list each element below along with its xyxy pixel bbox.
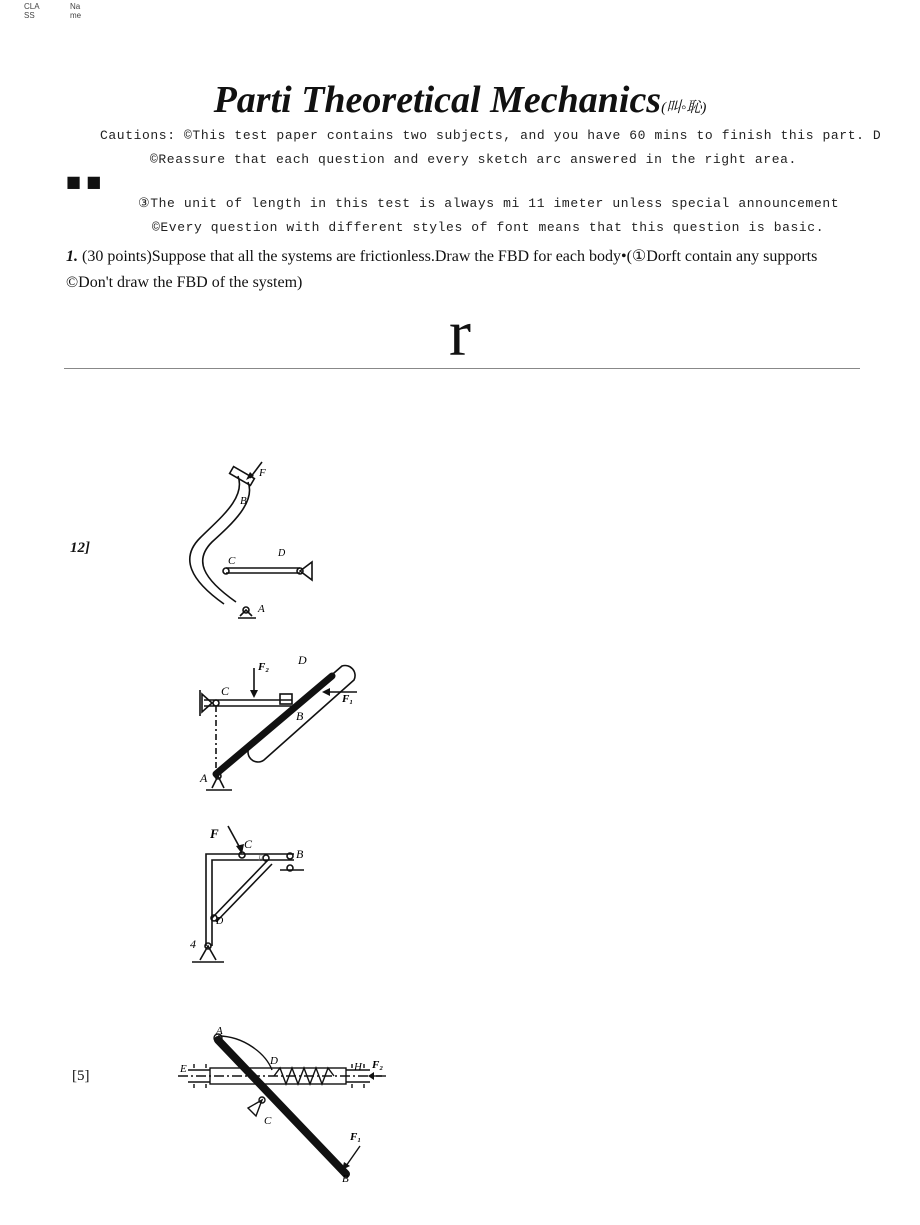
figure-3-label-a: 4 (190, 937, 196, 951)
class-label: CLA SS (24, 2, 40, 20)
title-main: Parti Theoretical Mechanics (213, 79, 662, 121)
figure-1-label-c: C (228, 555, 236, 567)
figure-3-label-d: D (216, 916, 224, 927)
figure-2-label-f2: F₂ (258, 661, 270, 673)
figure-4-number: [5] (72, 1068, 90, 1084)
figure-3-diagram (184, 818, 324, 968)
name-label: Na me (70, 2, 82, 20)
figure-4-label-e: E (180, 1063, 187, 1075)
figure-4-label-c: C (264, 1115, 272, 1127)
caution-line-3: ③The unit of length in this test is always mi 11 imeter unless special announcement (138, 196, 840, 211)
figure-2-label-d: D (298, 653, 307, 667)
caution-line-1: Cautions: ©This test paper contains two subjects, and you have 60 mins to finish this part. D (100, 128, 882, 143)
caution-line-4: ©Every question with different styles of font means that this question is basic. (152, 220, 825, 235)
caution-line-2: ©Reassure that each question and every sketch arc answered in the right area. (150, 152, 797, 167)
figure-2-label-b: B (296, 709, 304, 723)
figure-1-label-d: D (278, 548, 286, 559)
figure-2-diagram (192, 650, 372, 800)
figure-1-label-b: B (240, 495, 247, 507)
question-1-text: (30 points)Suppose that all the systems are frictionless.Draw the FBD for each body•(①Dorft contain any supports ©Don't draw the FBD of the system) (66, 248, 818, 291)
figure-4-label-d: D (270, 1055, 278, 1067)
figure-2-label-c: C (221, 684, 230, 698)
title-suffix: (叫◦恥) (661, 100, 707, 116)
figure-4-label-f2: F₂ (372, 1059, 384, 1071)
figure-3-label-c: C (244, 837, 253, 851)
square-marks: ■ ■ (66, 172, 102, 191)
figure-4-diagram (174, 1026, 394, 1188)
stray-glyph: r (449, 297, 471, 370)
figure-3-label-e: E (258, 854, 263, 863)
page-title (0, 78, 920, 122)
figure-4-label-f1: F₁ (350, 1131, 362, 1143)
figure-3-label-b: B (296, 847, 304, 861)
figure-4-label-a: A (216, 1026, 223, 1037)
figure-2-label-f1: F₁ (342, 693, 354, 705)
figure-4-label-h: H (354, 1061, 362, 1073)
question-1 (66, 244, 866, 296)
figure-1-label-a: A (258, 603, 265, 615)
figure-3-label-f: F (210, 826, 219, 841)
figure-1-number: 12] (70, 540, 90, 556)
figure-2-label-a: A (200, 771, 208, 785)
figure-4-label-b: B (342, 1173, 349, 1185)
divider (64, 368, 860, 369)
question-1-number: 1. (66, 248, 78, 265)
figure-1-label-f: F (259, 467, 266, 479)
figure-1-diagram (180, 458, 340, 630)
